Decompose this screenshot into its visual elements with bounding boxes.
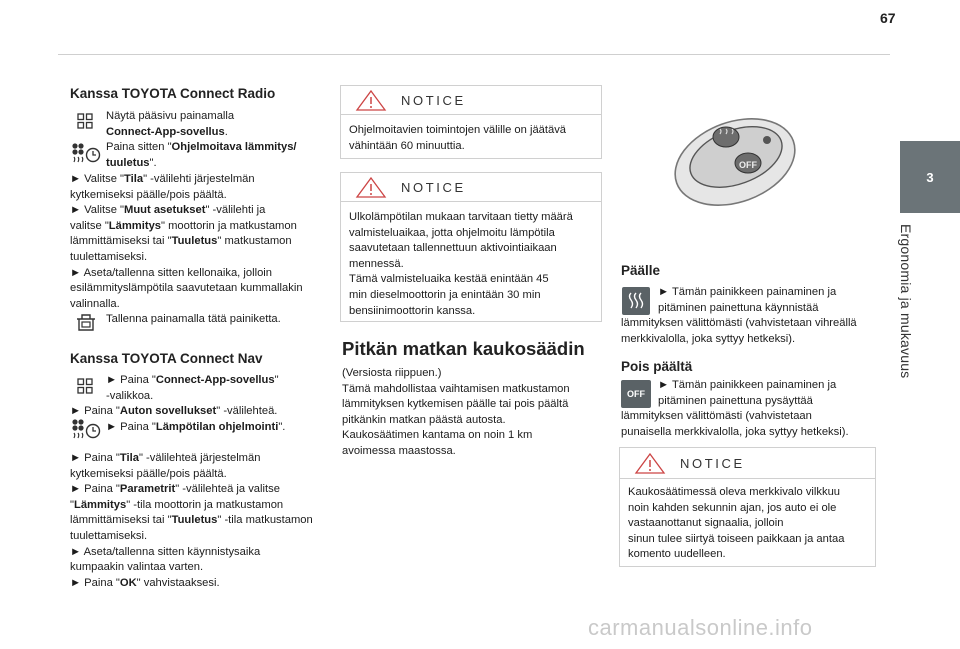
heating-off-button-icon: OFF	[621, 380, 651, 408]
notice-title: NOTICE	[401, 92, 466, 108]
apps-grid-icon	[77, 113, 93, 129]
nav-heading: Kanssa TOYOTA Connect Nav	[70, 351, 263, 366]
save-icon	[76, 312, 96, 332]
notice-text: Ulkolämpötilan mukaan tarvitaan tietty määrä valmisteluaikaa, jotta ohjelmoitu lämpötila saavutetaan tallennettuun aktivointiaikaan mennessä. Tämä valmisteluaika kestää enintään 45 min dieselmoottorin ja enintään 30 min bensiinimoottorin kanssa.	[341, 201, 601, 327]
warning-icon	[351, 175, 391, 199]
chapter-number: 3	[926, 169, 934, 185]
remote-control-illustration	[660, 105, 810, 215]
chapter-title: Ergonomia ja mukavuus	[898, 224, 914, 379]
radio-heading: Kanssa TOYOTA Connect Radio	[70, 86, 276, 101]
heating-on-button-icon	[622, 287, 650, 315]
warning-icon	[630, 451, 670, 475]
notice-box-programming-interval	[340, 85, 602, 159]
notice-text: Kaukosäätimessä oleva merkkivalo vilkkuu noin kahden sekunnin ajan, jos auto ei ole vastaanottanut signaalia, jolloin sinun tulee siirtyä toiseen paikkaan ja antaa komento uudelleen.	[620, 478, 875, 571]
off-text-b: lämmityksen välittömästi (vahvistetaan punaisella merkkivalolla, joka syttyy hetkeksi).	[621, 410, 849, 438]
notice-box-preparation-time	[340, 172, 602, 322]
apps-grid-icon	[77, 378, 93, 394]
on-text-b: lämmityksen välittömästi (vahvistetaan vihreällä merkkivalolla, joka syttyy hetkeksi).	[621, 317, 857, 345]
chapter-tab[interactable]	[900, 141, 960, 213]
on-heading: Päälle	[621, 263, 661, 278]
notice-box-signal	[619, 447, 876, 567]
off-text-a: ► Tämän painikkeen painaminen ja pitäminen painettuna pysäyttää	[658, 379, 837, 407]
header-divider	[58, 54, 890, 55]
fob-off-label: OFF	[739, 160, 757, 170]
heating-timer-icon	[71, 418, 101, 440]
nav-step-3: ► Paina "Lämpötilan ohjelmointi".	[106, 421, 286, 433]
off-heading: Pois päältä	[621, 359, 693, 374]
notice-title: NOTICE	[680, 455, 745, 471]
on-text-a: ► Tämän painikkeen painaminen ja pitäminen painettuna käynnistää	[658, 286, 837, 314]
notice-text: Ohjelmoitavien toimintojen välille on jäätävä vähintään 60 minuuttia.	[341, 114, 601, 162]
page-number: 67	[880, 10, 896, 26]
nav-steps: ► Paina "Tila" -välilehteä järjestelmän kytkemiseksi päälle/pois päältä. ► Paina "Parametrit" -välilehteä ja valitse "Lämmitys" -tila moottorin ja matkustamon lämmittämiseksi tai "Tuuletus" -tila matkustamon tuulettamiseksi. ► Aseta/tallenna sitten käynnistysaika kumpaakin valintaa varten. ► Paina "OK" vahvistaaksesi.	[70, 452, 313, 589]
heating-timer-icon	[71, 142, 101, 164]
nav-step-1: ► Paina "Connect-App-sovellus" -valikkoa.	[106, 374, 279, 402]
warning-icon	[351, 88, 391, 112]
radio-step-1: Näytä pääsivu painamalla Connect-App-sovellus. Paina sitten "Ohjelmoitava lämmitys/ tuuletus".	[106, 110, 297, 169]
radio-save-text: Tallenna painamalla tätä painiketta.	[106, 313, 281, 325]
radio-steps: ► Valitse "Tila" -välilehti järjestelmän kytkemiseksi päälle/pois päältä. ► Valitse "Muut asetukset" -välilehti ja valitse "Lämmitys" moottorin ja matkustamon lämmittämiseksi tai "Tuuletus" matkustamon tuulettamiseksi. ► Aseta/tallenna sitten kellonaika, jolloin esilämmityslämpötila saavutetaan kummallakin valinnalla.	[70, 173, 303, 310]
remote-heading: Pitkän matkan kaukosäädin	[342, 338, 585, 359]
nav-step-2: ► Paina "Auton sovellukset" -välilehteä.	[70, 405, 278, 417]
watermark: carmanualsonline.info	[588, 615, 813, 640]
notice-title: NOTICE	[401, 179, 466, 195]
remote-text: (Versiosta riippuen.) Tämä mahdollistaa vaihtamisen matkustamon lämmityksen kytkemisen päälle tai pois päältä pitkänkin matkan päästä autosta. Kaukosäätimen kantama on noin 1 km avoimessa maastossa.	[342, 367, 570, 457]
